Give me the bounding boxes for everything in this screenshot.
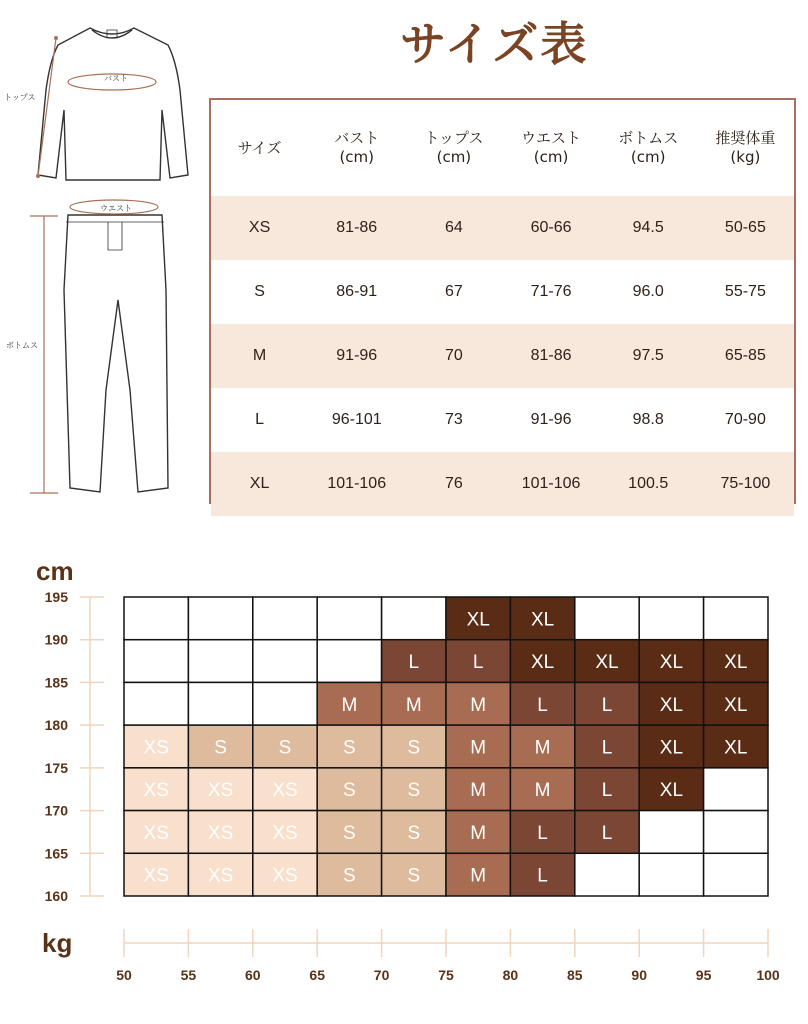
cell-size-label: M xyxy=(405,694,422,716)
table-cell: 94.5 xyxy=(600,196,697,260)
cell-size-label: M xyxy=(534,737,551,759)
cell-size-label: S xyxy=(343,737,356,759)
table-row xyxy=(211,260,794,324)
cell-size-label: XL xyxy=(659,737,684,759)
table-row xyxy=(211,196,794,260)
x-tick-label: 60 xyxy=(245,967,261,983)
table-cell: 71-76 xyxy=(530,283,572,300)
cell-size-label: XS xyxy=(207,865,234,887)
y-tick-label: 190 xyxy=(44,631,68,648)
grid-cell xyxy=(188,682,252,725)
waist-label: ウエスト xyxy=(100,204,132,213)
table-cell: 73 xyxy=(444,411,463,428)
size-table-header: 推奨体重 (kg) xyxy=(715,129,776,166)
bottoms-label: ボトムス xyxy=(6,341,38,350)
table-cell: 81-86 xyxy=(502,324,599,388)
cell-size-label: L xyxy=(537,865,548,887)
table-cell: XS xyxy=(211,196,308,260)
y-tick-label: 180 xyxy=(44,717,68,734)
table-cell: XL xyxy=(211,452,308,516)
cell-size-label: M xyxy=(341,694,358,716)
grid-cell xyxy=(639,853,703,896)
pants-icon xyxy=(64,215,168,492)
grid-cell xyxy=(317,640,381,683)
grid-cell xyxy=(704,597,768,640)
y-tick-label: 175 xyxy=(44,759,68,776)
grid-cell xyxy=(253,640,317,683)
shirt-icon xyxy=(38,28,188,180)
y-tick-label: 165 xyxy=(44,845,68,862)
size-table-header: バスト (cm) xyxy=(334,129,380,166)
tops-label: トップス xyxy=(4,93,36,102)
table-cell: 91-96 xyxy=(308,324,405,388)
grid-cell xyxy=(382,597,446,640)
table-cell: L xyxy=(255,411,265,428)
cell-size-label: XS xyxy=(143,822,169,844)
grid-cell xyxy=(124,640,188,683)
table-cell: 101-106 xyxy=(308,452,405,516)
x-tick-label: 100 xyxy=(756,967,780,983)
x-tick-label: 95 xyxy=(695,967,712,983)
cell-size-label: L xyxy=(472,652,484,674)
size-table-header: トップス (cm) xyxy=(424,129,484,166)
grid-cell xyxy=(639,597,703,640)
cell-size-label: M xyxy=(470,865,487,887)
table-cell: 75-100 xyxy=(697,452,794,516)
grid-cell xyxy=(704,811,768,854)
cell-size-label: S xyxy=(407,737,421,759)
cell-size-label: XS xyxy=(207,822,234,844)
cell-size-label: XL xyxy=(466,609,490,631)
grid-cell xyxy=(317,597,381,640)
cell-size-label: XL xyxy=(530,609,555,631)
table-cell: 100.5 xyxy=(600,452,697,516)
x-tick-label: 80 xyxy=(502,967,519,983)
cell-size-label: L xyxy=(601,780,613,802)
size-table-header: サイズ xyxy=(237,138,282,157)
size-table-header-row xyxy=(211,100,794,196)
cell-size-label: XL xyxy=(724,737,748,759)
cell-size-label: L xyxy=(537,822,548,844)
cell-size-label: XL xyxy=(659,694,684,716)
table-cell: 76 xyxy=(405,452,502,516)
table-cell: 64 xyxy=(405,196,502,260)
cell-size-label: XL xyxy=(724,694,748,716)
grid-cell xyxy=(188,597,252,640)
cell-size-label: M xyxy=(470,780,487,802)
cell-size-label: L xyxy=(601,737,613,759)
cell-size-label: XS xyxy=(272,822,298,844)
table-cell: 50-65 xyxy=(697,196,794,260)
grid-cell xyxy=(253,682,317,725)
grid-cell xyxy=(188,640,252,683)
grid-cell xyxy=(704,853,768,896)
table-cell: 70 xyxy=(405,324,502,388)
cell-size-label: S xyxy=(407,865,421,887)
cell-size-label: M xyxy=(470,822,487,844)
grid-cell xyxy=(253,597,317,640)
y-tick-label: 195 xyxy=(44,589,68,605)
garment-illustration xyxy=(0,0,205,510)
cell-size-label: S xyxy=(343,865,356,887)
grid-cell xyxy=(639,811,703,854)
y-tick-label: 160 xyxy=(44,888,68,904)
grid-cell xyxy=(704,768,768,811)
table-cell: 55-75 xyxy=(724,283,766,300)
cell-size-label: S xyxy=(343,780,356,802)
table-cell: 96.0 xyxy=(632,283,664,300)
size-table xyxy=(209,98,796,504)
x-tick-label: 65 xyxy=(309,967,325,983)
cell-size-label: XS xyxy=(207,780,234,802)
x-tick-label: 90 xyxy=(631,967,647,983)
cell-size-label: XL xyxy=(530,652,555,674)
x-tick-label: 85 xyxy=(567,967,583,983)
page-title: サイズ表 xyxy=(400,17,589,71)
table-cell: 70-90 xyxy=(724,411,766,428)
y-axis-label: cm xyxy=(36,556,74,586)
x-axis-label: kg xyxy=(42,928,73,958)
bottoms-measure-icon xyxy=(30,216,58,493)
table-cell: 97.5 xyxy=(600,324,697,388)
table-cell: 98.8 xyxy=(632,411,664,428)
cell-size-label: XL xyxy=(724,652,748,674)
cell-size-label: XL xyxy=(659,780,684,802)
cell-size-label: XS xyxy=(272,865,298,887)
x-tick-label: 55 xyxy=(180,967,197,983)
cell-size-label: XL xyxy=(659,652,684,674)
cell-size-label: S xyxy=(343,822,356,844)
cell-size-label: L xyxy=(408,652,420,674)
grid-cell xyxy=(575,853,639,896)
cell-size-label: XL xyxy=(595,652,619,674)
table-cell: 67 xyxy=(444,283,463,300)
table-row xyxy=(211,324,794,388)
grid-cell xyxy=(575,597,639,640)
cell-size-label: S xyxy=(214,737,227,759)
cell-size-label: S xyxy=(407,780,421,802)
size-chart xyxy=(0,550,808,1020)
table-cell: 65-85 xyxy=(697,324,794,388)
cell-size-label: L xyxy=(537,694,548,716)
cell-size-label: XS xyxy=(143,865,169,887)
cell-size-label: L xyxy=(601,822,613,844)
y-tick-label: 185 xyxy=(44,674,68,691)
cell-size-label: S xyxy=(278,737,292,759)
size-table-header: ウエスト (cm) xyxy=(521,129,582,166)
cell-size-label: M xyxy=(470,737,487,759)
x-tick-label: 70 xyxy=(373,967,390,983)
table-cell: S xyxy=(254,283,265,300)
cell-size-label: XS xyxy=(272,780,298,802)
table-cell: 86-91 xyxy=(336,283,378,300)
cell-size-label: XS xyxy=(143,780,169,802)
cell-size-label: M xyxy=(534,780,551,802)
grid-cell xyxy=(124,682,188,725)
x-tick-label: 75 xyxy=(438,967,454,983)
bust-label: バスト xyxy=(104,74,128,83)
table-cell: 101-106 xyxy=(502,452,599,516)
table-cell: M xyxy=(211,324,308,388)
cell-size-label: S xyxy=(407,822,421,844)
table-cell: 60-66 xyxy=(502,196,599,260)
table-row xyxy=(211,388,794,452)
y-tick-label: 170 xyxy=(44,802,68,819)
table-cell: 96-101 xyxy=(331,411,382,428)
table-cell: 91-96 xyxy=(530,411,572,428)
table-row xyxy=(211,452,794,516)
table-cell: 81-86 xyxy=(308,196,405,260)
grid-cell xyxy=(124,597,188,640)
size-table-header: ボトムス (cm) xyxy=(618,129,679,166)
cell-size-label: L xyxy=(601,694,613,716)
x-tick-label: 50 xyxy=(116,967,132,983)
cell-size-label: XS xyxy=(143,737,169,759)
cell-size-label: M xyxy=(470,694,487,716)
